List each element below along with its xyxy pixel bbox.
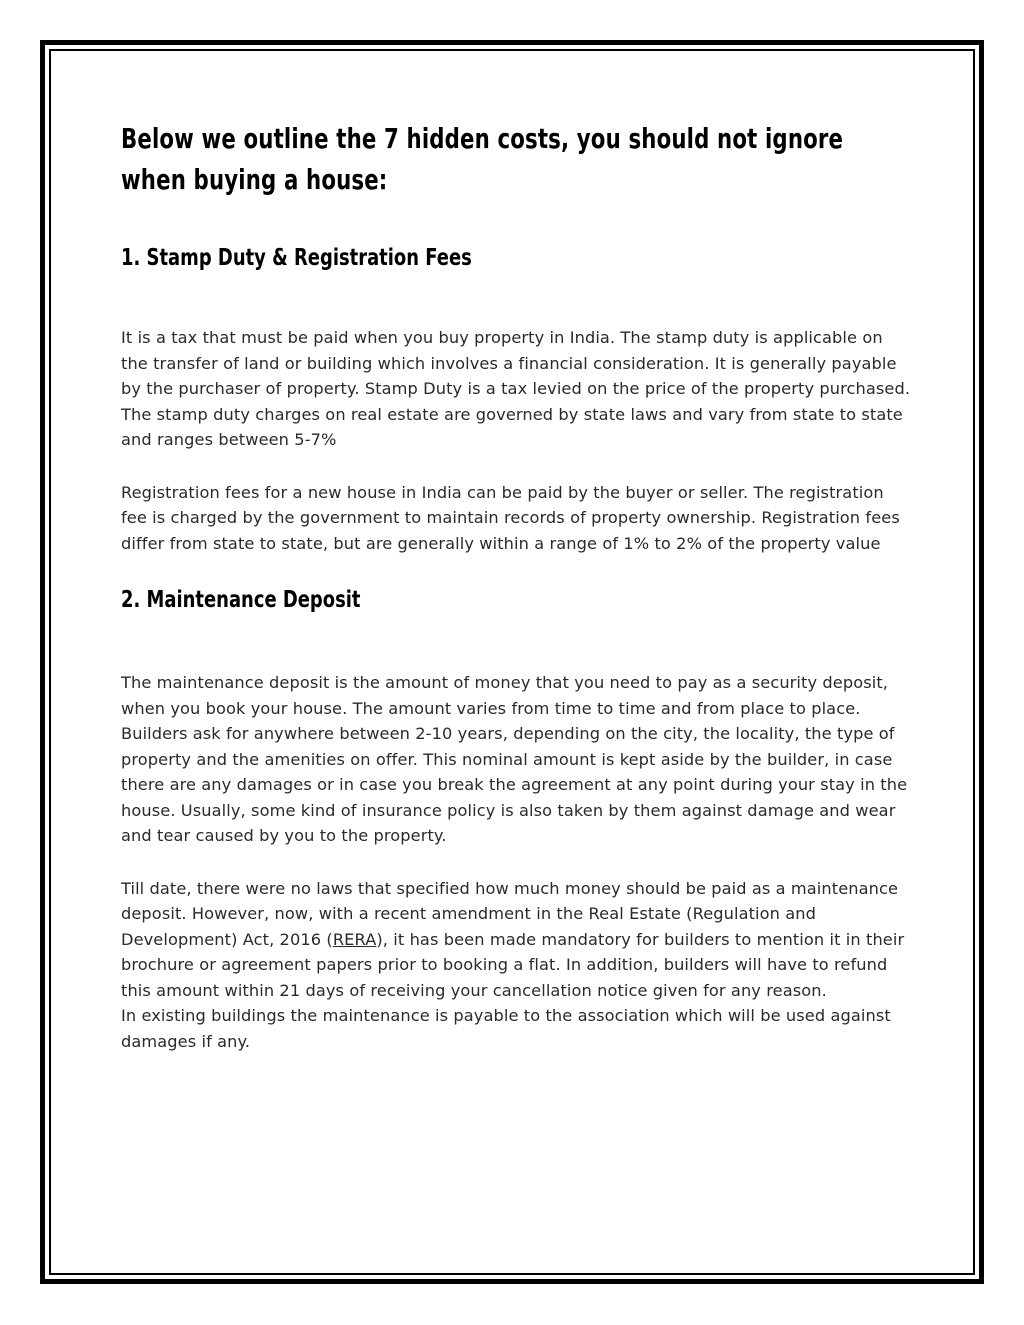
paragraph-registration-fees: Registration fees for a new house in India can be paid by the buyer or seller. The registration fee is charged by the government to maintain records of property ownership. Registration fees differ from state to state, but are generally within a range of 1% to 2% of the property value [121,482,900,553]
document-body [121,118,911,1054]
paragraph-existing-buildings: In existing buildings the maintenance is payable to the association which will be used against damages if any. [121,1006,891,1051]
paragraph-rera [121,876,916,1004]
rera-link[interactable]: RERA [332,929,377,949]
paragraph-stamp-duty: It is a tax that must be paid when you buy property in India. The stamp duty is applicable on the transfer of land or building which involves a financial consideration. It is generally payable by the purchaser of property. Stamp Duty is a tax levied on the price of the property purchased. The stamp duty charges on real estate are governed by state laws and vary from state to state and ranges between 5-7% [121,328,911,449]
section-heading-maintenance-deposit: 2. Maintenance Deposit [121,587,361,613]
paragraph-rera-text-after: ), it has been made mandatory for builders to mention it in their brochure or agreement papers prior to booking a flat. In addition, builders will have to refund this amount within 21 days of receiving your cancellation notice given for any reason. [121,929,905,1000]
paragraph-rera-text-before: Till date, there were no laws that specified how much money should be paid as a maintenance deposit. However, now, with a recent amendment in the Real Estate (Regulation and Development) Act, 2016 ( [121,878,899,949]
paragraph-maintenance-deposit: The maintenance deposit is the amount of money that you need to pay as a security deposit, when you book your house. The amount varies from time to time and from place to place. Builders ask for anywhere between 2-10 years, depending on the city, the locality, the type of property and the amenities on offer. This nominal amount is kept aside by the builder, in case there are any damages or in case you break the agreement at any point during your stay in the house. Usually, some kind of insurance policy is also taken by them against damage and wear and tear caused by you to the property. [121,673,908,845]
section-heading-stamp-duty: 1. Stamp Duty & Registration Fees [121,245,472,271]
page-title: Below we outline the 7 hidden costs, you should not ignore when buying a house: [121,122,844,196]
